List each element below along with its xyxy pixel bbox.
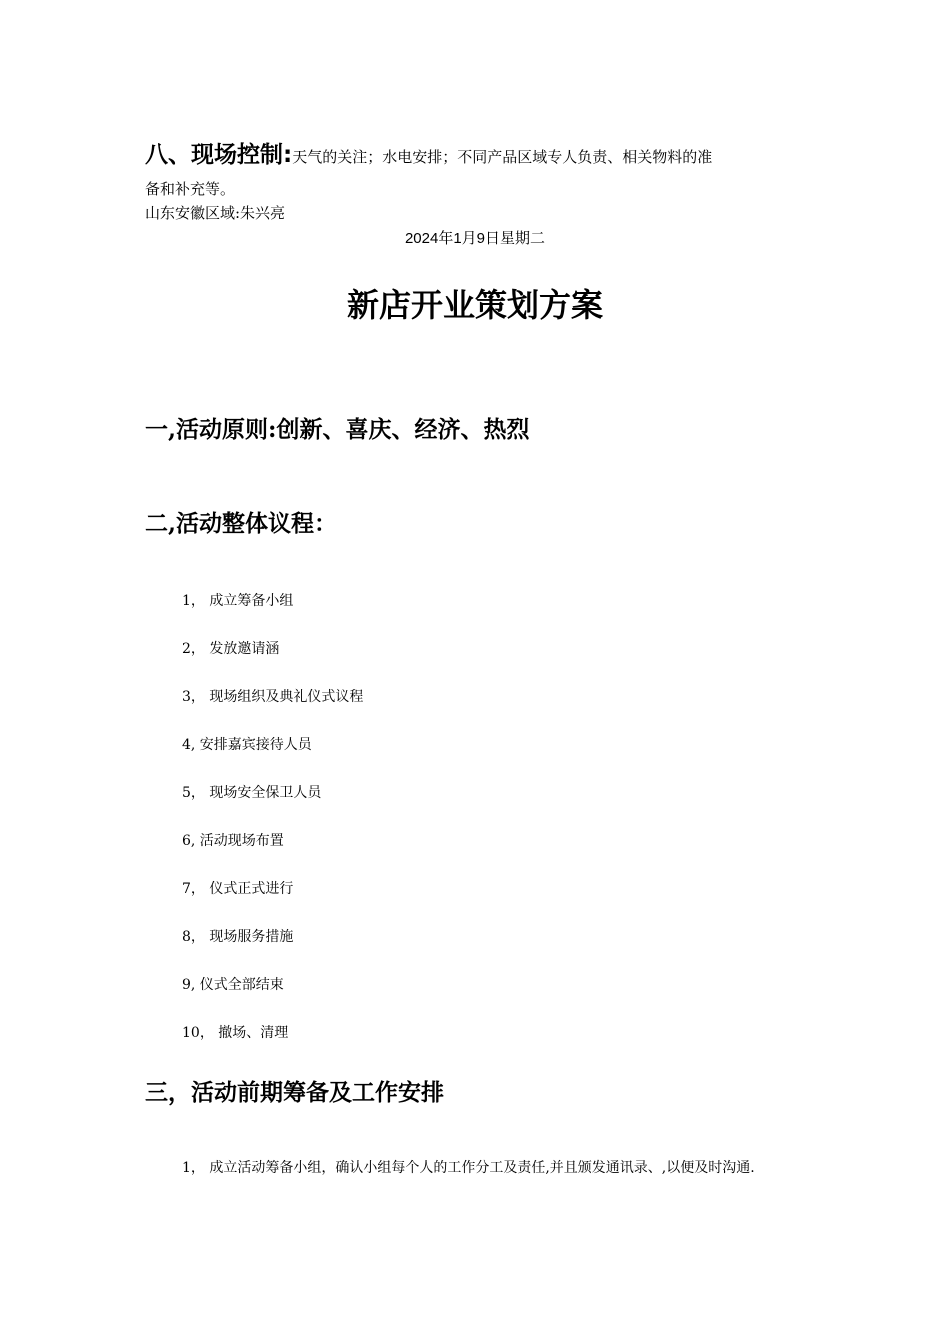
- agenda-item: 9, 仪式全部结束: [182, 977, 284, 993]
- date-line: 2024年1月9日星期二: [404, 230, 546, 247]
- region-contact-line: 山东安徽区域:朱兴亮: [145, 204, 286, 222]
- prep-item: 1， 成立活动筹备小组，确认小组每个人的工作分工及责任,并且颁发通讯录、,以便及时沟通.: [182, 1160, 755, 1176]
- agenda-item: 3， 现场组织及典礼仪式议程: [182, 689, 364, 705]
- section8-text-line2: 备和补充等。: [145, 180, 236, 198]
- agenda-item: 7， 仪式正式进行: [182, 881, 294, 897]
- agenda-item: 8， 现场服务措施: [182, 929, 294, 945]
- agenda-item: 1， 成立筹备小组: [182, 593, 294, 609]
- section8-text-line1: 天气的关注；水电安排；不同产品区域专人负责、相关物料的准: [292, 148, 713, 166]
- section3-heading: 三，活动前期筹备及工作安排: [145, 1079, 444, 1106]
- section2-heading: 二,活动整体议程：: [145, 510, 338, 537]
- section8-first-line: [145, 136, 712, 169]
- agenda-item: 2， 发放邀请涵: [182, 641, 280, 657]
- section8-heading: 八、现场控制:: [145, 142, 293, 168]
- section1-heading: 一,活动原则:创新、喜庆、经济、热烈: [145, 416, 530, 443]
- document-title: 新店开业策划方案: [346, 286, 603, 324]
- agenda-item: 4, 安排嘉宾接待人员: [182, 737, 312, 753]
- agenda-item: 5， 现场安全保卫人员: [182, 785, 322, 801]
- agenda-item: 10， 撤场、清理: [182, 1025, 289, 1041]
- agenda-item: 6, 活动现场布置: [182, 833, 284, 849]
